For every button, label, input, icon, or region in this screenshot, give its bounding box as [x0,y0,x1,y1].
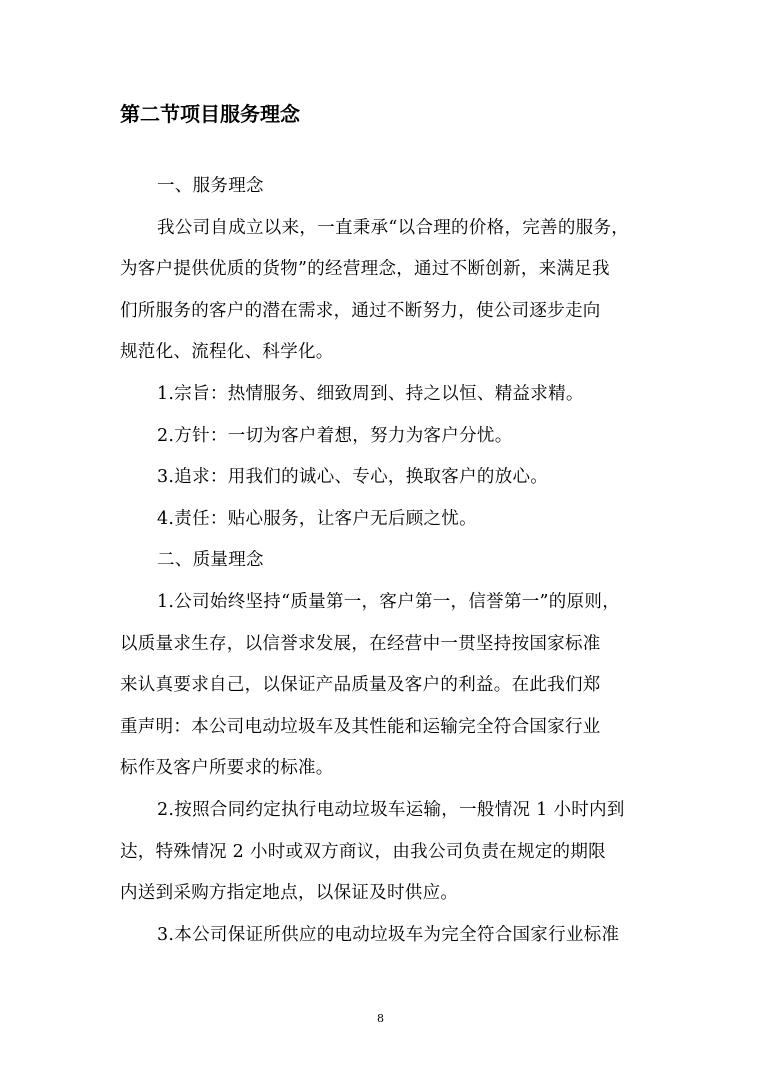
paragraph-line: 内送到采购方指定地点，以保证及时供应。 [120,883,459,904]
list-item: 2.方针：一切为客户着想，努力为客户分忧。 [157,425,513,446]
section-heading: 第二节项目服务理念 [120,102,300,126]
paragraph-line: 为客户提供优质的货物”的经营理念，通过不断创新，来满足我 [120,259,610,280]
paragraph-line: 达，特殊情况 2 小时或双方商议，由我公司负责在规定的期限 [120,841,606,862]
list-item: 4.责任：贴心服务，让客户无后顾之忧。 [157,508,477,529]
paragraph-line: 1.公司始终坚持“质量第一，客户第一，信誉第一”的原则， [157,591,620,612]
paragraph-line: 规范化、流程化、科学化。 [120,342,334,363]
list-item: 3.追求：用我们的诚心、专心，换取客户的放心。 [157,467,549,488]
body-text [120,166,650,956]
paragraph-line: 以质量求生存，以信誉求发展，在经营中一贯坚持按国家标准 [120,633,601,654]
paragraph-line: 3.本公司保证所供应的电动垃圾车为完全符合国家行业标准 [157,924,620,945]
paragraph-line: 来认真要求自己，以保证产品质量及客户的利益。在此我们郑 [120,675,601,696]
page-number: 8 [377,1012,384,1025]
subheading-quality-philosophy: 二、质量理念 [157,550,264,571]
subheading-service-philosophy: 一、服务理念 [157,176,264,196]
paragraph-line: 我公司自成立以来，一直秉承“以合理的价格，完善的服务， [157,217,630,238]
paragraph-line: 重声明：本公司电动垃圾车及其性能和运输完全符合国家行业 [120,716,601,737]
paragraph-line: 2.按照合同约定执行电动垃圾车运输，一般情况 1 小时内到 [157,799,625,820]
paragraph-line: 们所服务的客户的潜在需求，通过不断努力，使公司逐步走向 [120,300,601,321]
paragraph-line: 标作及客户所要求的标准。 [120,758,334,779]
list-item: 1.宗旨：热情服务、细致周到、持之以恒、精益求精。 [157,383,584,404]
